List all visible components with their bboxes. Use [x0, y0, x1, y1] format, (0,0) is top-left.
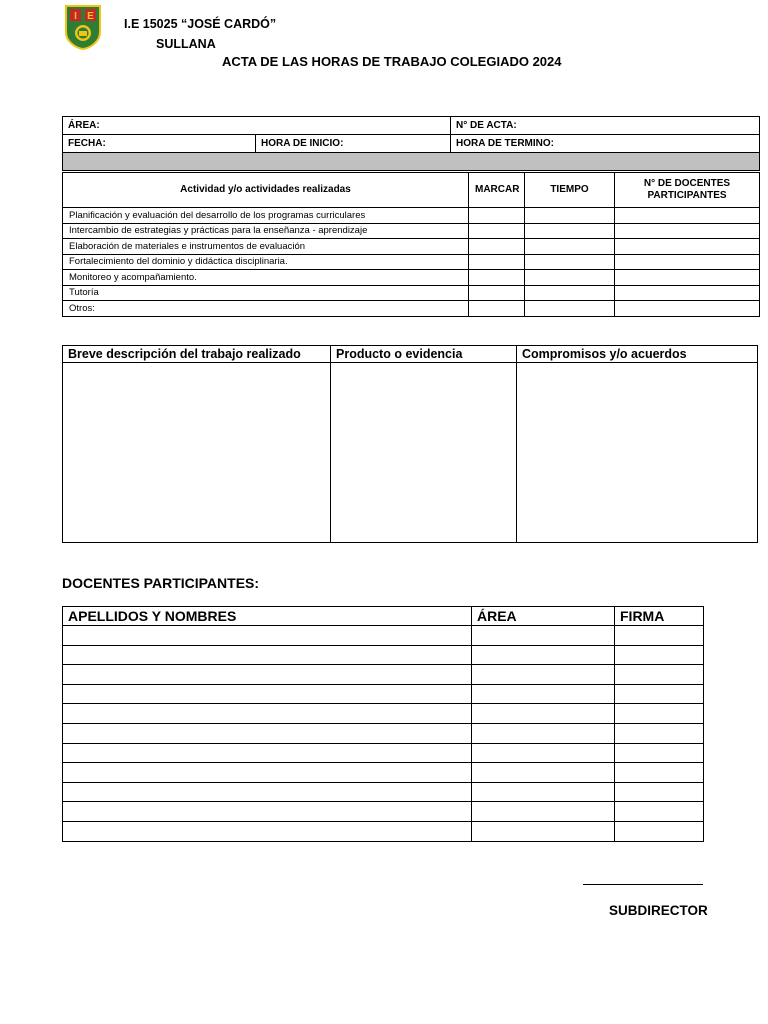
firma-cell[interactable]	[615, 723, 704, 743]
docentes-cell[interactable]	[615, 239, 760, 255]
firma-header: FIRMA	[615, 607, 704, 626]
producto-header: Producto o evidencia	[331, 346, 517, 363]
marcar-cell[interactable]	[469, 208, 525, 224]
participant-row	[63, 802, 704, 822]
nombre-cell[interactable]	[63, 665, 472, 685]
area-cell[interactable]	[472, 665, 615, 685]
activities-table	[62, 172, 760, 317]
activity-row	[63, 270, 760, 286]
area-cell[interactable]	[472, 723, 615, 743]
activity-row	[63, 208, 760, 224]
nombre-cell[interactable]	[63, 645, 472, 665]
nombre-cell[interactable]	[63, 723, 472, 743]
firma-cell[interactable]	[615, 684, 704, 704]
activity-header: Actividad y/o actividades realizadas	[63, 173, 469, 208]
nombre-cell[interactable]	[63, 626, 472, 646]
gray-separator	[63, 153, 760, 171]
info-table	[62, 116, 760, 171]
participant-row	[63, 743, 704, 763]
acta-cell[interactable]	[451, 117, 760, 135]
marcar-header: MARCAR	[469, 173, 525, 208]
area-cell[interactable]	[472, 763, 615, 783]
compromisos-field[interactable]	[517, 363, 758, 543]
activity-label: Intercambio de estrategias y prácticas para la enseñanza - aprendizaje	[63, 223, 469, 239]
docentes-cell[interactable]	[615, 270, 760, 286]
firma-cell[interactable]	[615, 704, 704, 724]
area-cell[interactable]	[472, 782, 615, 802]
participant-row	[63, 684, 704, 704]
area-cell[interactable]	[472, 684, 615, 704]
hora-termino-cell[interactable]	[451, 135, 760, 153]
activity-row	[63, 239, 760, 255]
firma-cell[interactable]	[615, 821, 704, 841]
area-cell[interactable]	[472, 821, 615, 841]
nombre-cell[interactable]	[63, 743, 472, 763]
docentes-cell[interactable]	[615, 285, 760, 301]
svg-text:I: I	[74, 11, 77, 22]
nombre-cell[interactable]	[63, 684, 472, 704]
descripcion-header: Breve descripción del trabajo realizado	[63, 346, 331, 363]
participant-row	[63, 665, 704, 685]
marcar-cell[interactable]	[469, 285, 525, 301]
docentes-cell[interactable]	[615, 223, 760, 239]
nombre-cell[interactable]	[63, 802, 472, 822]
hora-inicio-label: HORA DE INICIO:	[261, 138, 344, 149]
hora-termino-label: HORA DE TERMINO:	[456, 138, 554, 149]
activity-label: Fortalecimiento del dominio y didáctica disciplinaria.	[63, 254, 469, 270]
tiempo-cell[interactable]	[525, 270, 615, 286]
activity-label: Elaboración de materiales e instrumentos de evaluación	[63, 239, 469, 255]
participants-title: DOCENTES PARTICIPANTES:	[62, 575, 260, 591]
activity-label: Otros:	[63, 301, 469, 317]
activity-row	[63, 301, 760, 317]
activity-row	[63, 285, 760, 301]
docentes-cell[interactable]	[615, 254, 760, 270]
area-label: ÁREA:	[68, 120, 100, 131]
firma-cell[interactable]	[615, 665, 704, 685]
tiempo-cell[interactable]	[525, 239, 615, 255]
fecha-cell[interactable]	[63, 135, 256, 153]
activity-label: Tutoría	[63, 285, 469, 301]
school-name: I.E 15025 “JOSÉ CARDÓ”	[124, 17, 277, 31]
firma-cell[interactable]	[615, 645, 704, 665]
area-cell[interactable]	[472, 802, 615, 822]
signature-role: SUBDIRECTOR	[609, 903, 708, 918]
activity-label: Monitoreo y acompañamiento.	[63, 270, 469, 286]
hora-inicio-cell[interactable]	[256, 135, 451, 153]
tiempo-cell[interactable]	[525, 254, 615, 270]
docentes-cell[interactable]	[615, 301, 760, 317]
compromisos-header: Compromisos y/o acuerdos	[517, 346, 758, 363]
tiempo-header: TIEMPO	[525, 173, 615, 208]
firma-cell[interactable]	[615, 626, 704, 646]
activity-label: Planificación y evaluación del desarrollo de los programas curriculares	[63, 208, 469, 224]
participant-row	[63, 723, 704, 743]
nombre-cell[interactable]	[63, 821, 472, 841]
description-table	[62, 345, 758, 543]
docentes-header: N° DE DOCENTES PARTICIPANTES	[615, 173, 760, 208]
tiempo-cell[interactable]	[525, 223, 615, 239]
participant-row	[63, 626, 704, 646]
participant-row	[63, 704, 704, 724]
activity-row	[63, 254, 760, 270]
tiempo-cell[interactable]	[525, 208, 615, 224]
area-cell[interactable]	[472, 743, 615, 763]
area-cell[interactable]	[472, 704, 615, 724]
marcar-cell[interactable]	[469, 239, 525, 255]
docentes-cell[interactable]	[615, 208, 760, 224]
area-cell[interactable]	[63, 117, 451, 135]
firma-cell[interactable]	[615, 782, 704, 802]
firma-cell[interactable]	[615, 802, 704, 822]
participant-row	[63, 782, 704, 802]
nombre-cell[interactable]	[63, 782, 472, 802]
school-logo	[64, 4, 102, 50]
document-title: ACTA DE LAS HORAS DE TRABAJO COLEGIADO 2024	[222, 54, 562, 69]
svg-text:E: E	[87, 11, 94, 22]
producto-field[interactable]	[331, 363, 517, 543]
marcar-cell[interactable]	[469, 301, 525, 317]
firma-cell[interactable]	[615, 743, 704, 763]
nombre-cell[interactable]	[63, 763, 472, 783]
descripcion-field[interactable]	[63, 363, 331, 543]
nombres-header: APELLIDOS Y NOMBRES	[63, 607, 472, 626]
signature-line[interactable]	[583, 884, 703, 885]
tiempo-cell[interactable]	[525, 285, 615, 301]
marcar-cell[interactable]	[469, 223, 525, 239]
area-cell[interactable]	[472, 645, 615, 665]
activity-row	[63, 223, 760, 239]
participants-table	[62, 606, 704, 842]
fecha-label: FECHA:	[68, 138, 106, 149]
school-city: SULLANA	[156, 37, 216, 51]
marcar-cell[interactable]	[469, 254, 525, 270]
area-header: ÁREA	[472, 607, 615, 626]
participant-row	[63, 821, 704, 841]
marcar-cell[interactable]	[469, 270, 525, 286]
area-cell[interactable]	[472, 626, 615, 646]
acta-label: N° DE ACTA:	[456, 120, 517, 131]
firma-cell[interactable]	[615, 763, 704, 783]
tiempo-cell[interactable]	[525, 301, 615, 317]
participant-row	[63, 645, 704, 665]
nombre-cell[interactable]	[63, 704, 472, 724]
participant-row	[63, 763, 704, 783]
